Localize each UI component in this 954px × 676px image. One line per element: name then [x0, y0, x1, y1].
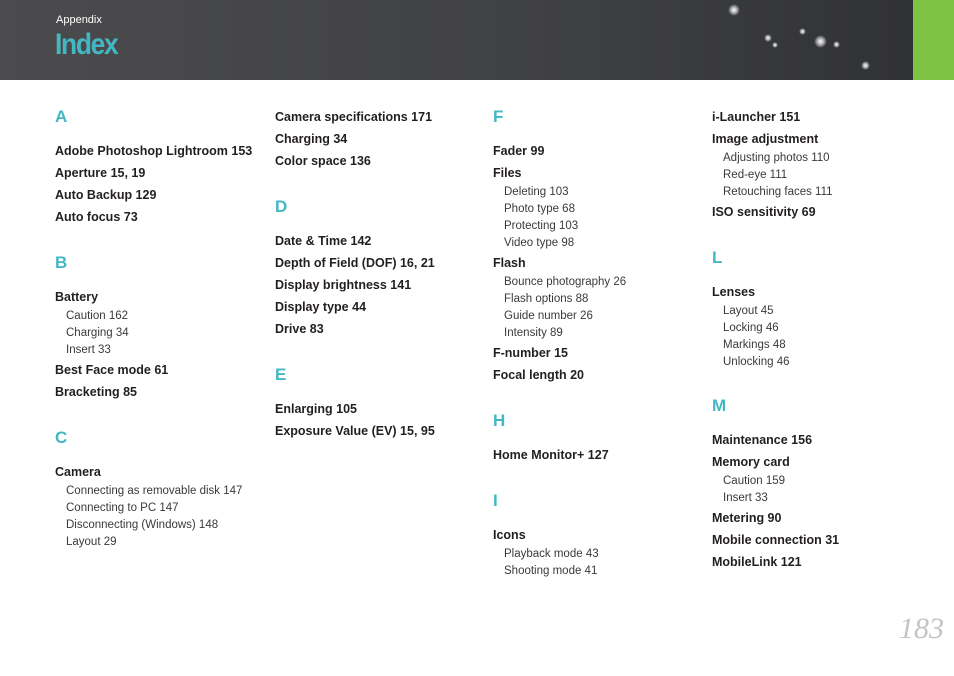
sparkle-decoration	[833, 41, 840, 48]
page-header	[0, 0, 954, 80]
index-entry[interactable]: Metering 90	[712, 511, 782, 525]
index-column	[275, 106, 485, 442]
index-subentry[interactable]: Caution 159	[723, 475, 786, 487]
index-column	[712, 106, 922, 573]
index-subentry[interactable]: Unlocking 46	[723, 356, 790, 368]
index-entry[interactable]: Aperture 15, 19	[55, 166, 146, 180]
index-subentry[interactable]: Insert 33	[66, 344, 111, 356]
index-subentry[interactable]: Guide number 26	[504, 310, 593, 322]
index-entry[interactable]: Display brightness 141	[275, 278, 412, 292]
index-letter-heading: L	[712, 248, 723, 267]
index-entry[interactable]: F-number 15	[493, 346, 569, 360]
index-subentry[interactable]: Connecting as removable disk 147	[66, 485, 243, 497]
index-subentry[interactable]: Retouching faces 111	[723, 186, 833, 198]
page-title: Index	[55, 28, 118, 61]
index-subentry[interactable]: Charging 34	[66, 327, 129, 339]
index-letter-heading: E	[275, 365, 287, 384]
index-entry[interactable]: Camera specifications 171	[275, 110, 433, 124]
index-entry[interactable]: Fader 99	[493, 144, 545, 158]
index-subentry[interactable]: Playback mode 43	[504, 548, 599, 560]
index-column	[493, 106, 703, 580]
index-entry[interactable]: Battery	[55, 290, 99, 304]
index-entry[interactable]: i-Launcher 151	[712, 110, 801, 124]
index-subentry[interactable]: Deleting 103	[504, 186, 569, 198]
index-entry[interactable]: Maintenance 156	[712, 433, 813, 447]
index-column	[55, 106, 265, 551]
index-subentry[interactable]: Caution 162	[66, 310, 129, 322]
index-letter-heading: A	[55, 107, 68, 126]
index-entry[interactable]: Charging 34	[275, 132, 348, 146]
index-entry[interactable]: Bracketing 85	[55, 385, 137, 399]
index-letter-heading: I	[493, 491, 498, 510]
index-subentry[interactable]: Locking 46	[723, 322, 779, 334]
sparkle-decoration	[814, 35, 827, 48]
index-entry[interactable]: Adobe Photoshop Lightroom 153	[55, 144, 253, 158]
index-subentry[interactable]: Flash options 88	[504, 293, 589, 305]
sparkle-decoration	[772, 42, 778, 48]
index-entry[interactable]: Color space 136	[275, 154, 371, 168]
index-entry[interactable]: Lenses	[712, 285, 756, 299]
index-entry[interactable]: Display type 44	[275, 300, 367, 314]
index-entry[interactable]: Camera	[55, 465, 101, 479]
index-subentry[interactable]: Photo type 68	[504, 203, 575, 215]
index-letter-heading: C	[55, 428, 68, 447]
index-entry[interactable]: Flash	[493, 256, 526, 270]
index-subentry[interactable]: Red-eye 111	[723, 169, 788, 181]
index-letter-heading: M	[712, 396, 727, 415]
sparkle-decoration	[861, 61, 870, 70]
index-entry[interactable]: Icons	[493, 528, 526, 542]
index-entry[interactable]: Image adjustment	[712, 132, 819, 146]
index-entry[interactable]: Depth of Field (DOF) 16, 21	[275, 256, 435, 270]
index-subentry[interactable]: Shooting mode 41	[504, 565, 598, 577]
index-letter-heading: H	[493, 411, 506, 430]
index-entry[interactable]: Auto Backup 129	[55, 188, 157, 202]
index-subentry[interactable]: Disconnecting (Windows) 148	[66, 519, 219, 531]
index-entry[interactable]: Enlarging 105	[275, 402, 357, 416]
index-subentry[interactable]: Layout 29	[66, 536, 117, 548]
index-entry[interactable]: Drive 83	[275, 322, 324, 336]
index-letter-heading: F	[493, 107, 504, 126]
index-entry[interactable]: Exposure Value (EV) 15, 95	[275, 424, 435, 438]
index-entry[interactable]: Focal length 20	[493, 368, 584, 382]
index-entry[interactable]: Date & Time 142	[275, 234, 372, 248]
section-tab	[913, 0, 954, 80]
sparkle-decoration	[728, 4, 740, 16]
index-subentry[interactable]: Connecting to PC 147	[66, 502, 179, 514]
index-letter-heading: B	[55, 253, 68, 272]
index-subentry[interactable]: Adjusting photos 110	[723, 152, 830, 164]
index-entry[interactable]: Mobile connection 31	[712, 533, 840, 547]
index-letter-heading: D	[275, 197, 288, 216]
index-entry[interactable]: MobileLink 121	[712, 555, 802, 569]
index-subentry[interactable]: Layout 45	[723, 305, 774, 317]
index-entry[interactable]: Best Face mode 61	[55, 363, 169, 377]
index-subentry[interactable]: Video type 98	[504, 237, 575, 249]
index-entry[interactable]: Files	[493, 166, 522, 180]
index-subentry[interactable]: Insert 33	[723, 492, 768, 504]
index-subentry[interactable]: Markings 48	[723, 339, 786, 351]
breadcrumb: Appendix	[56, 14, 102, 26]
index-entry[interactable]: ISO sensitivity 69	[712, 205, 816, 219]
sparkle-decoration	[799, 28, 806, 35]
page-number: 183	[899, 612, 944, 645]
index-entry[interactable]: Home Monitor+ 127	[493, 448, 609, 462]
index-subentry[interactable]: Protecting 103	[504, 220, 579, 232]
index-subentry[interactable]: Bounce photography 26	[504, 276, 627, 288]
index-subentry[interactable]: Intensity 89	[504, 327, 563, 339]
index-entry[interactable]: Memory card	[712, 455, 790, 469]
sparkle-decoration	[764, 34, 772, 42]
index-entry[interactable]: Auto focus 73	[55, 210, 138, 224]
